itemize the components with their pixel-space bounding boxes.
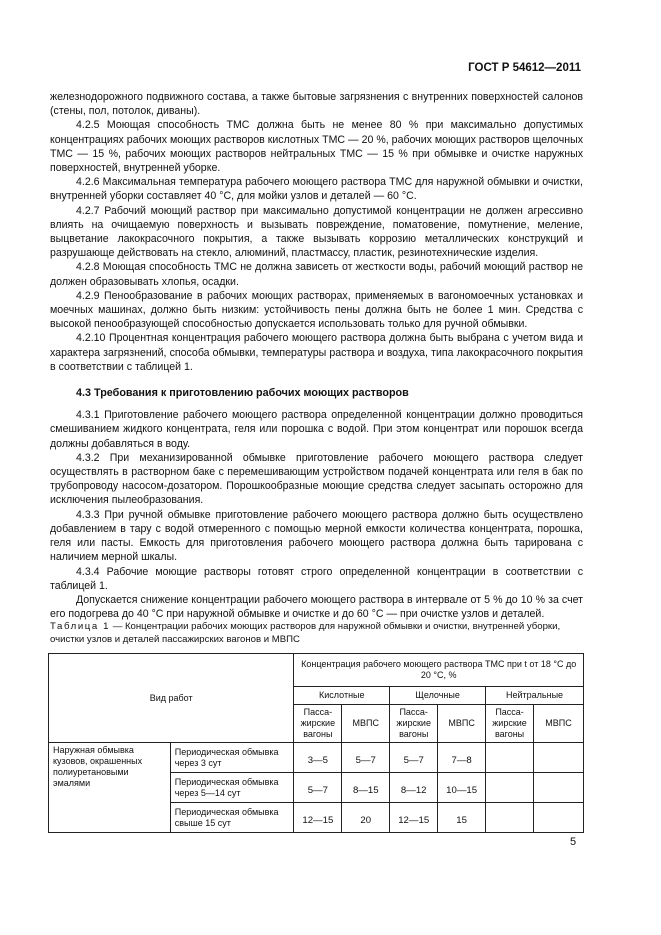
value-cell: 12—15 xyxy=(294,803,342,833)
work-type-header: Вид работ xyxy=(49,654,294,743)
value-cell xyxy=(534,773,584,803)
subcol-mvps: МВПС xyxy=(342,705,390,743)
period-cell: Периодическая обмывка через 5—14 сут xyxy=(170,773,294,803)
value-cell: 5—7 xyxy=(294,773,342,803)
paragraph-4-2-5: 4.2.5 Моющая способность ТМС должна быть не менее 80 % при максимально допустимых концентрациях рабочих моющих растворов кислотных ТМС — 20 %, рабочих моющих растворов щелочных ТМС — 15 %, рабочих моющих растворов нейтральных ТМС — 15 % при обмывке и очистке наружных поверхностей, внутренней уборке. xyxy=(50,119,583,175)
subcol-passenger: Пасса-жирские вагоны xyxy=(486,705,534,743)
table-caption xyxy=(50,620,583,646)
value-cell: 12—15 xyxy=(390,803,438,833)
subcol-mvps: МВПС xyxy=(438,705,486,743)
paragraph-4-3-3: 4.3.3 При ручной обмывке приготовление рабочего моющего раствора должно быть осуществлено добавлением в тару с водой отмеренного с помощью мерной емкости количества концентрата, порошка, геля или пасты. Емкость для приготовления рабочего моющего раствора должна быть тарирована с наличием мерной шкалы. xyxy=(50,508,583,564)
value-cell: 10—15 xyxy=(438,773,486,803)
paragraph-4-3-2: 4.3.2 При механизированной обмывке приготовление рабочего моющего раствора следует осуществлять в растворном баке с перемешивающим устройством подачей концентрата или геля в бак по трубопроводу насосом-дозатором. Порошкообразные моющие средства следует засыпать осторожно для исключения пылеобразования. xyxy=(50,451,583,507)
work-group-cell: Наружная обмывка кузовов, окрашенных полиуретановыми эмалями xyxy=(49,743,171,833)
value-cell: 5—7 xyxy=(342,743,390,773)
value-cell: 3—5 xyxy=(294,743,342,773)
paragraph-4-3-4: 4.3.4 Рабочие моющие растворы готовят строго определенной концентрации в соответствии с таблицей 1. xyxy=(50,565,583,592)
subcol-passenger: Пасса-жирские вагоны xyxy=(294,705,342,743)
value-cell xyxy=(534,803,584,833)
document-body xyxy=(50,90,583,621)
value-cell: 8—15 xyxy=(342,773,390,803)
concentration-header: Концентрация рабочего моющего раствора ТМС при t от 18 °С до 20 °С, % xyxy=(294,654,584,687)
value-cell: 20 xyxy=(342,803,390,833)
value-cell xyxy=(486,743,534,773)
period-cell: Периодическая обмывка через 3 сут xyxy=(170,743,294,773)
value-cell xyxy=(486,773,534,803)
group-header-neutral: Нейтральные xyxy=(486,687,584,705)
subcol-mvps: МВПС xyxy=(534,705,584,743)
paragraph-4-3-4-note: Допускается снижение концентрации рабочего моющего раствора в интервале от 5 % до 10 % за счет его подогрева до 40 °С при наружной обмывке и очистке и до 60 °С — при очистке узлов и деталей. xyxy=(50,593,583,621)
value-cell: 7—8 xyxy=(438,743,486,773)
subcol-passenger: Пасса-жирские вагоны xyxy=(390,705,438,743)
group-header-acid: Кислотные xyxy=(294,687,390,705)
value-cell xyxy=(486,803,534,833)
group-header-alkaline: Щелочные xyxy=(390,687,486,705)
standard-header: ГОСТ Р 54612—2011 xyxy=(468,62,581,74)
paragraph-4-2-7: 4.2.7 Рабочий моющий раствор при максимально допустимой концентрации не должен агрессивно влиять на очищаемую поверхность и вызывать повреждение, поматовение, помутнение, меление, выцветание лакокрасочного покрытия, а также вызывать коррозию металлических конструкций и разрушающе действовать на стекло, алюминий, пластмассу, пластик, резинотехнические изделия. xyxy=(50,204,583,260)
paragraph-4-3-1: 4.3.1 Приготовление рабочего моющего раствора определенной концентрации должно проводиться смешиванием жидкого концентрата, геля или порошка с водой. При этом концентрат или порошок всегда должны добавляться в воду. xyxy=(50,409,583,450)
value-cell xyxy=(534,743,584,773)
paragraph-4-2-6: 4.2.6 Максимальная температура рабочего моющего раствора ТМС для наружной обмывки и очистки, внутренней уборки составляет 40 °С, для мойки узлов и деталей — 60 °С. xyxy=(50,176,583,203)
table-caption-text: — Концентрации рабочих моющих растворов для наружной обмывки и очистки, внутренней уборки, очистки узлов и деталей пассажирских вагонов и МВПС xyxy=(50,621,561,645)
paragraph-4-2-10: 4.2.10 Процентная концентрация рабочего моющего раствора должна быть выбрана с учетом вида и характера загрязнений, способа обмывки, температуры раствора и воздуха, типа лакокрасочного покрытия в соответствии с таблицей 1. xyxy=(50,332,583,373)
section-heading-4-3: 4.3 Требования к приготовлению рабочих моющих растворов xyxy=(76,387,409,400)
value-cell: 5—7 xyxy=(390,743,438,773)
value-cell: 15 xyxy=(438,803,486,833)
table-caption-label: Таблица 1 xyxy=(50,621,111,632)
value-cell: 8—12 xyxy=(390,773,438,803)
period-cell: Периодическая обмывка свыше 15 сут xyxy=(170,803,294,833)
concentration-table xyxy=(48,653,584,833)
paragraph-4-2-9: 4.2.9 Пенообразование в рабочих моющих растворах, применяемых в вагономоечных установках и моечных машинах, должно быть низким: устойчивость пены должна быть не более 1 мин. Средства с высокой пенообразующей способностью допускается использовать только для ручной обмывки. xyxy=(50,289,583,331)
paragraph-continuation: железнодорожного подвижного состава, а также бытовые загрязнения с внутренних поверхностей салонов (стены, пол, потолок, диваны). xyxy=(50,91,583,118)
paragraph-4-2-8: 4.2.8 Моющая способность ТМС не должна зависеть от жесткости воды, рабочий моющий раствор не должен образовывать хлопья, осадки. xyxy=(50,261,583,288)
page-number: 5 xyxy=(570,836,577,848)
